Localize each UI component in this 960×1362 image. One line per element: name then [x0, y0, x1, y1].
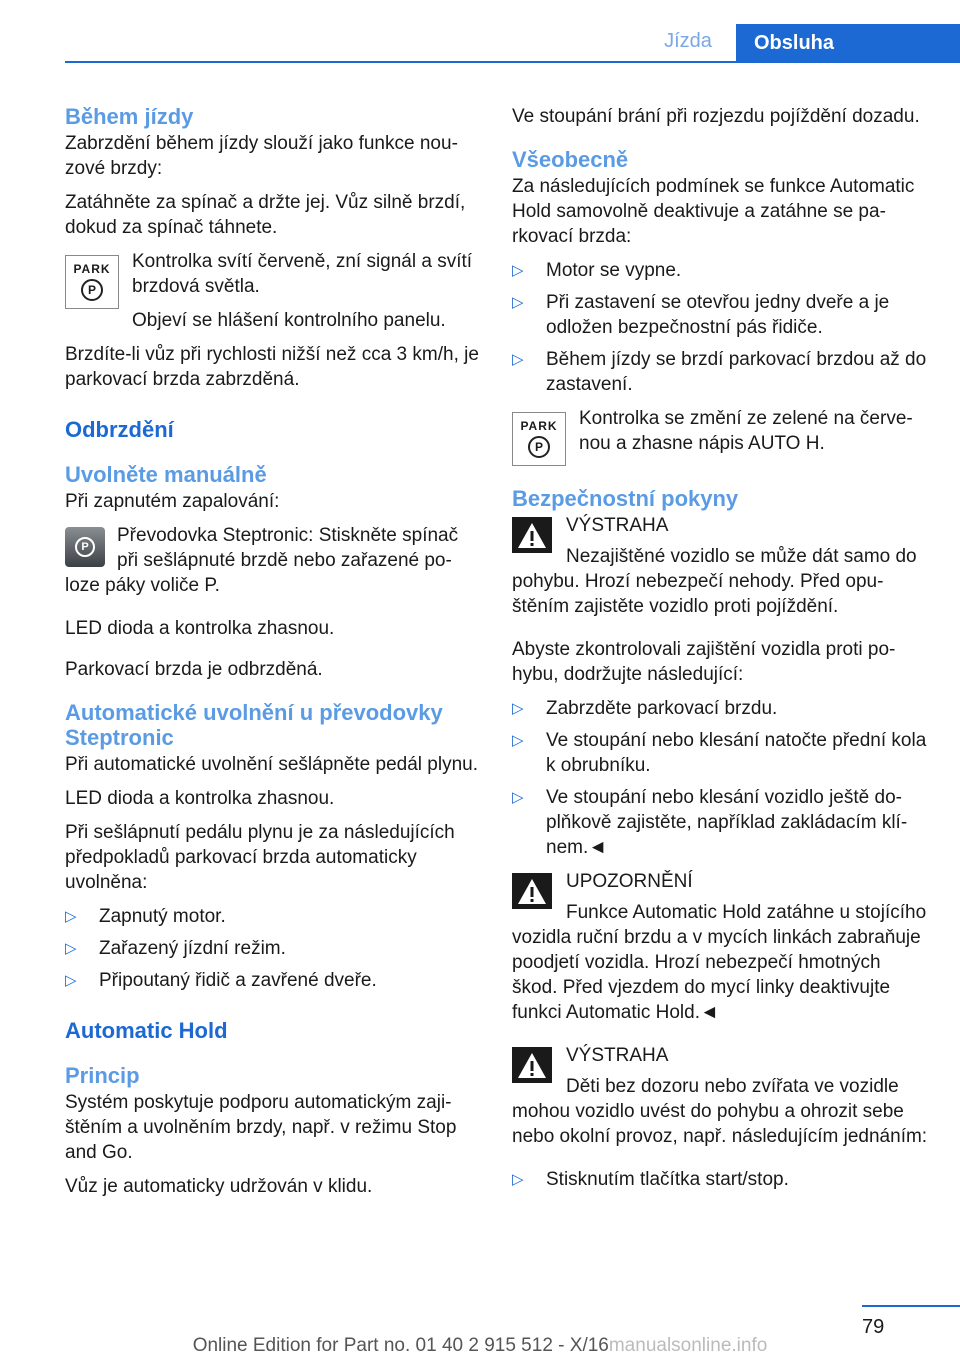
footer-edition	[0, 1335, 960, 1357]
conditions-list	[65, 904, 480, 993]
notice-block	[512, 869, 930, 1034]
watermark-text: manualsonline.info	[608, 1335, 768, 1356]
edition-text: Online Edition for Part no. 01 40 2 915 512 - X/16	[192, 1335, 609, 1356]
park-brake-indicator-icon	[512, 412, 566, 466]
park-icon-label: PARK	[520, 419, 558, 433]
paragraph: Abyste zkontrolovali zajištění vozidla proti pohybu, dodržujte následující:	[512, 639, 896, 685]
warning-icon	[512, 1047, 552, 1083]
list-item: ▷ Ve stoupání nebo klesání natočte přední kola k obrubníku.	[512, 728, 930, 778]
warning-icon	[512, 517, 552, 553]
paragraph: LED dioda a kontrolka zhasnou.	[65, 618, 335, 639]
paragraph: Funkce Automatic Hold zatáhne u stojícího vozidla ruční brzdu a v mycích linkách zabraňuje poodjetí vozidla. Hrozí nebezpečí hmotných škod. Před vjezdem do mycí linky deaktivujte funkci Automatic Hold.◄	[512, 902, 927, 1023]
list-item: ▷ Zapnutý motor.	[65, 904, 480, 929]
list-item: ▷ Ve stoupání nebo klesání vozidlo ještě doplňkově zajistěte, například zakládacím klínem.◄	[512, 785, 930, 860]
deactivation-list	[512, 258, 930, 397]
paragraph: Objeví se hlášení kontrolního panelu.	[132, 310, 446, 331]
paragraph: Zabrzdění během jízdy slouží jako funkce nouzové brzdy:	[65, 133, 458, 179]
paragraph: Děti bez dozoru nebo zvířata ve vozidle mohou vozidlo uvést do pohybu a ohrozit sebe nebo okolní provoz, např. následujícím jednáním:	[512, 1076, 928, 1147]
parking-switch-note	[65, 523, 480, 607]
page-number: 79	[862, 1316, 885, 1338]
heading-odbrzdeni: Odbrzdění	[65, 417, 174, 442]
list-item: ▷ Zařazený jízdní režim.	[65, 936, 480, 961]
park-indicator-note	[65, 249, 480, 333]
paragraph: Ve stoupání brání při rozjezdu pojíždění dozadu.	[512, 106, 920, 127]
heading-uvolnete-manualne: Uvolněte manuálně	[65, 462, 267, 487]
list-item: ▷ Během jízdy se brzdí parkovací brzdou až do zastavení.	[512, 347, 930, 397]
header-chapter-tab[interactable]: Obsluha	[736, 24, 960, 62]
p-symbol: P	[81, 279, 103, 301]
paragraph: Při zapnutém zapalování:	[65, 491, 280, 512]
paragraph: Za následujících podmínek se funkce Automatic Hold samovolně deaktivuje a zatáhne se parkovací brzda:	[512, 176, 915, 247]
warning-label: UPOZORNĚNÍ	[566, 871, 693, 892]
heading-automaticke-uvolneni: Automatické uvolnění u převodovky Steptronic	[65, 700, 443, 750]
parking-brake-switch-icon	[65, 527, 105, 567]
warning-label: VÝSTRAHA	[566, 515, 669, 536]
list-item: ▷ Stisknutím tlačítka start/stop.	[512, 1167, 930, 1192]
paragraph: Nezajištěné vozidlo se může dát samo do pohybu. Hrozí nebezpečí nehody. Před opuštěním zajistěte vozidlo proti pojíždění.	[512, 546, 917, 617]
paragraph: Systém poskytuje podporu automatickým zajištěním a uvolněním brzdy, např. v režimu Stop and Go.	[65, 1092, 457, 1163]
list-item: ▷ Při zastavení se otevřou jedny dveře a je odložen bezpečnostní pás řidiče.	[512, 290, 930, 340]
paragraph: Kontrolka svítí červeně, zní signál a svítí brzdová světla.	[132, 251, 473, 297]
paragraph: Převodovka Steptronic: Stiskněte spínač při sešlápnuté brzdě nebo zařazené poloze páky voliče P.	[65, 525, 459, 596]
child-action-list	[512, 1167, 930, 1192]
paragraph: Vůz je automaticky udržován v klidu.	[65, 1176, 373, 1197]
right-column	[512, 100, 930, 1201]
park-icon-label: PARK	[73, 262, 111, 276]
heading-automatic-hold: Automatic Hold	[65, 1018, 228, 1043]
paragraph: Brzdíte-li vůz při rychlosti nižší než cca 3 km/h, je parkovací brzda zabrzděná.	[65, 344, 479, 390]
paragraph: LED dioda a kontrolka zhasnou.	[65, 788, 335, 809]
warning-label: VÝSTRAHA	[566, 1045, 669, 1066]
heading-vseobecne: Všeobecně	[512, 147, 629, 172]
heading-princip: Princip	[65, 1063, 140, 1088]
park-indicator-note	[512, 406, 930, 468]
heading-behem-jizdy: Během jízdy	[65, 104, 194, 129]
heading-bezpecnostni-pokyny: Bezpečnostní pokyny	[512, 486, 739, 511]
p-symbol: P	[528, 436, 550, 458]
p-symbol: P	[75, 537, 95, 557]
paragraph: Při automatické uvolnění sešlápněte pedál plynu.	[65, 754, 478, 775]
list-item: ▷ Zabrzděte parkovací brzdu.	[512, 696, 930, 721]
paragraph: Zatáhněte za spínač a držte jej. Vůz silně brzdí, dokud za spínač táhnete.	[65, 192, 466, 238]
paragraph: Při sešlápnutí pedálu plynu je za následujících předpokladů parkovací brzda automaticky uvolněna:	[65, 822, 455, 893]
header-section-tab[interactable]: Jízda	[664, 30, 712, 52]
left-column	[65, 100, 480, 1208]
securing-list	[512, 696, 930, 860]
park-brake-indicator-icon	[65, 255, 119, 309]
paragraph: Kontrolka se změní ze zelené na červenou a zhasne nápis AUTO H.	[579, 408, 913, 454]
paragraph: Parkovací brzda je odbrzděná.	[65, 659, 323, 680]
warning-block	[512, 1043, 930, 1158]
list-item: ▷ Připoutaný řidič a zavřené dveře.	[65, 968, 480, 993]
list-item: ▷ Motor se vypne.	[512, 258, 930, 283]
warning-block	[512, 513, 930, 628]
warning-icon	[512, 873, 552, 909]
page-number-rule	[862, 1305, 960, 1307]
